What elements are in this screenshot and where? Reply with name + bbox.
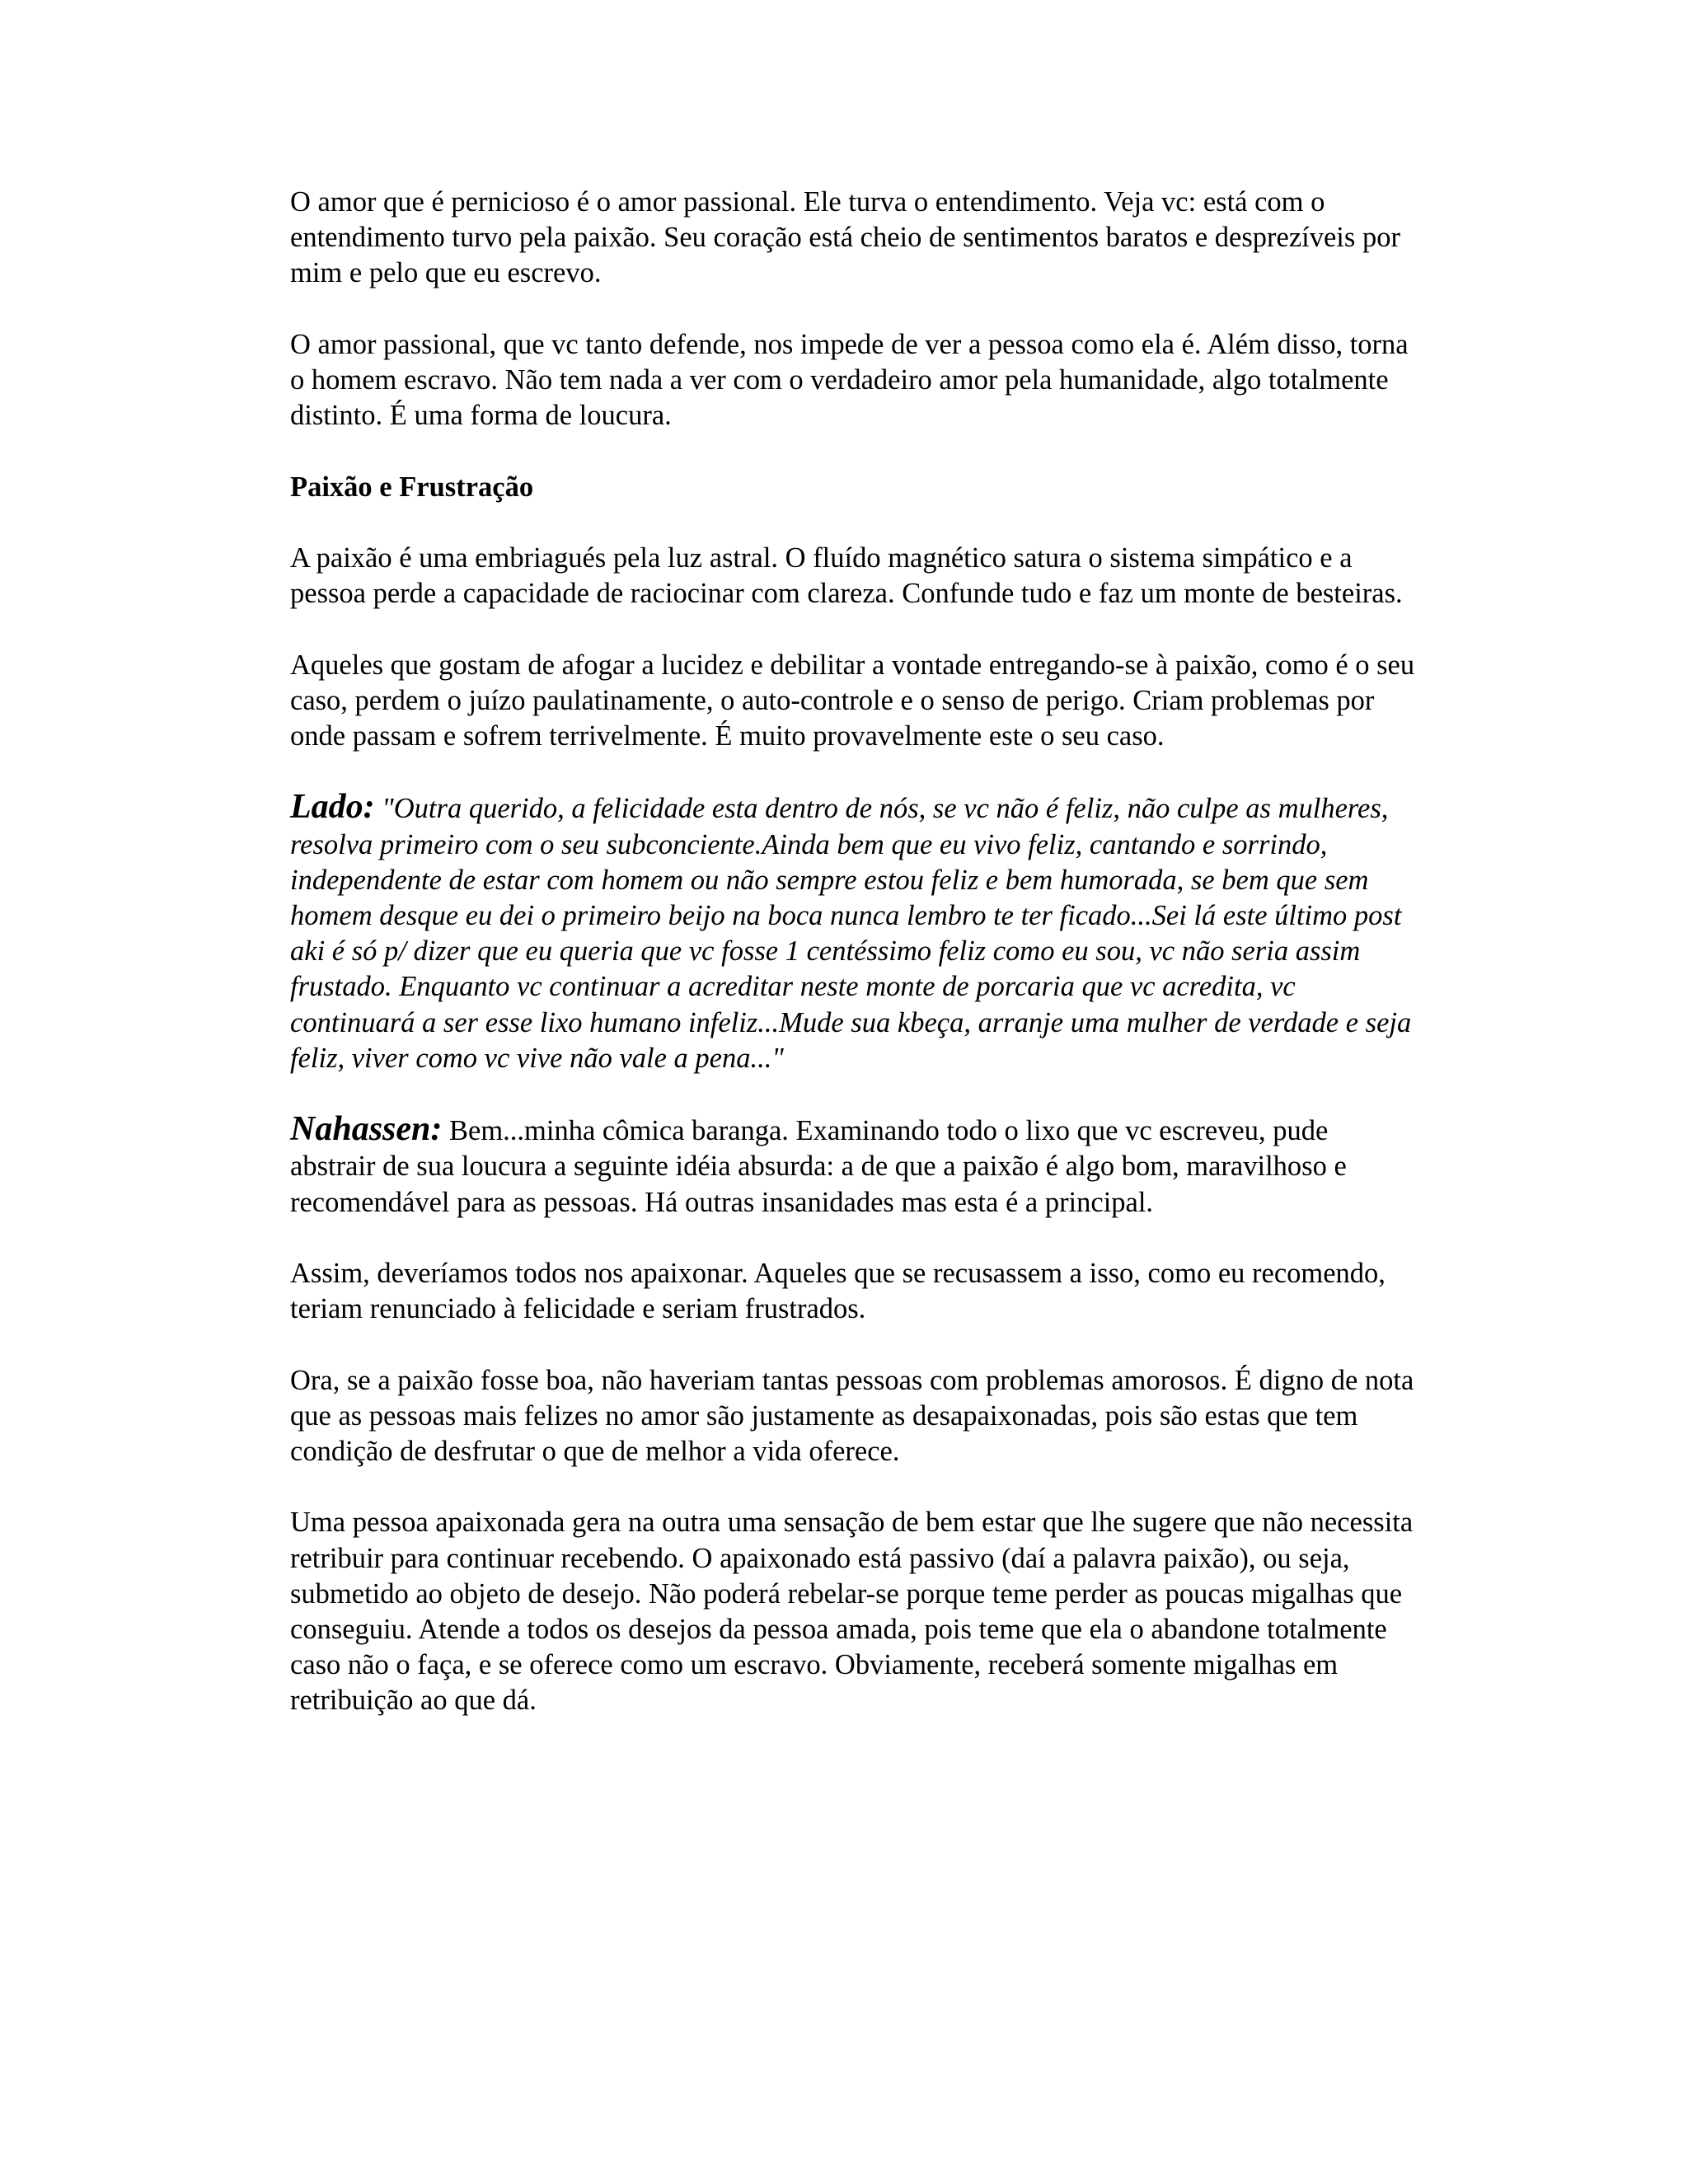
body-paragraph: O amor que é pernicioso é o amor passional. Ele turva o entendimento. Veja vc: está com o entendimento turvo pela paixão. Seu coração está cheio de sentimentos baratos e desprezíveis por mim e pelo que eu escrevo. — [290, 186, 1400, 289]
body-paragraph: A paixão é uma embriagués pela luz astral. O fluído magnético satura o sistema simpático e a pessoa perde a capacidade de raciocinar com clareza. Confunde tudo e faz um monte de besteiras. — [290, 541, 1403, 610]
speaker-name-nahassen: Nahassen: — [290, 1110, 443, 1149]
document-body — [290, 185, 1419, 1755]
dialogue-nahassen — [290, 1112, 1419, 1221]
dialogue-lado — [290, 790, 1419, 1076]
speaker-name-lado: Lado: — [290, 788, 375, 827]
body-paragraph: Assim, deveríamos todos nos apaixonar. Aqueles que se recusassem a isso, como eu recomendo, teriam renunciado à felicidade e seriam frustrados. — [290, 1257, 1386, 1325]
section-heading: Paixão e Frustração — [290, 471, 534, 503]
quote-text-lado: "Outra querido, a felicidade esta dentro de nós, se vc não é feliz, não culpe as mulheres, resolva primeiro com o seu subconciente.Ainda bem que eu vivo feliz, cantando e sorrindo, independente de estar com homem ou não sempre estou feliz e bem humorada, se bem que sem homem desque eu dei o primeiro beijo na boca nunca lembro te ter ficado...Sei lá este último post aki é só p/ dizer que eu queria que vc fosse 1 centéssimo feliz como eu sou, vc não seria assim frustado. Enquanto vc continuar a acreditar neste monte de porcaria que vc acredita, vc continuará a ser esse lixo humano infeliz...Mude sua kbeça, arranje uma mulher de verdade e seja feliz, viver como vc vive não vale a pena..." — [290, 793, 1412, 1074]
reply-text-nahassen: Bem...minha cômica baranga. Examinando todo o lixo que vc escreveu, pude abstrair de sua loucura a seguinte idéia absurda: a de que a paixão é algo bom, maravilhoso e recomendável para as pessoas. Há outras insanidades mas esta é a principal. — [290, 1115, 1347, 1218]
body-paragraph: Ora, se a paixão fosse boa, não haveriam tantas pessoas com problemas amorosos. É digno de nota que as pessoas mais felizes no amor são justamente as desapaixonadas, pois são estas que tem condição de desfrutar o que de melhor a vida oferece. — [290, 1364, 1414, 1467]
body-paragraph: Uma pessoa apaixonada gera na outra uma sensação de bem estar que lhe sugere que não necessita retribuir para continuar recebendo. O apaixonado está passivo (daí a palavra paixão), ou seja, submetido ao objeto de desejo. Não poderá rebelar-se porque teme perder as poucas migalhas que conseguiu. Atende a todos os desejos da pessoa amada, pois teme que ela o abandone totalmente caso não o faça, e se oferece como um escravo. Obviamente, receberá somente migalhas em retribuição ao que dá. — [290, 1507, 1414, 1717]
body-paragraph: Aqueles que gostam de afogar a lucidez e debilitar a vontade entregando-se à paixão, como é o seu caso, perdem o juízo paulatinamente, o auto-controle e o senso de perigo. Criam problemas por onde passam e sofrem terrivelmente. É muito provavelmente este o seu caso. — [290, 649, 1415, 752]
body-paragraph: O amor passional, que vc tanto defende, nos impede de ver a pessoa como ela é. Além disso, torna o homem escravo. Não tem nada a ver com o verdadeiro amor pela humanidade, algo totalmente distinto. É uma forma de loucura. — [290, 328, 1409, 432]
